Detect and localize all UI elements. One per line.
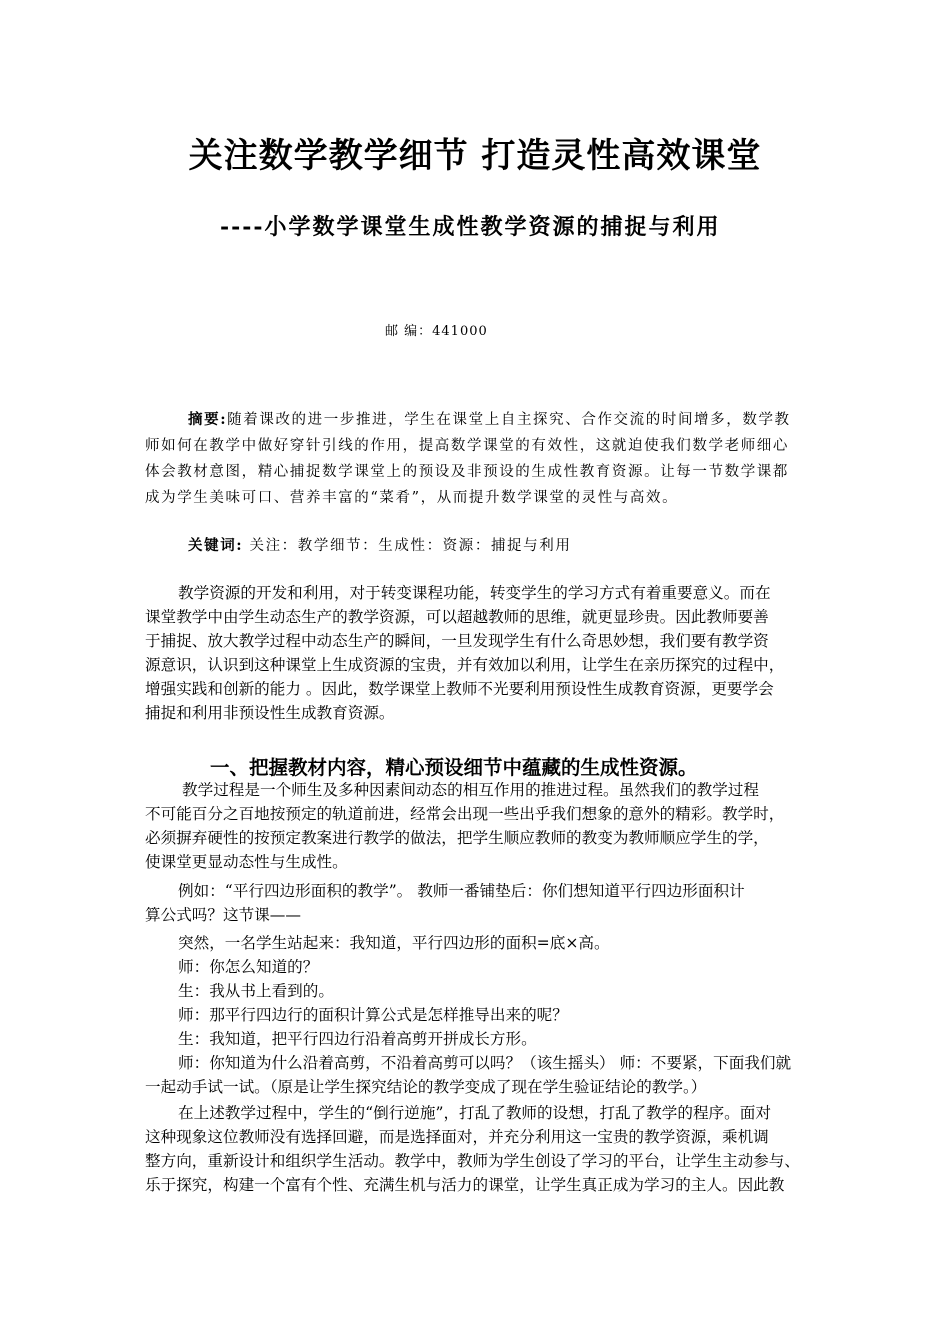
section-line: 生：我从书上看到的。 — [178, 982, 334, 1000]
section-line: 在上述教学过程中，学生的“倒行逆施”，打乱了教师的设想，打乱了教学的程序。面对 — [178, 1104, 771, 1122]
section-line: 算公式吗？这节课—— — [145, 906, 301, 924]
document-subtitle: ----小学数学课堂生成性教学资源的捕捉与利用 — [220, 214, 721, 240]
section-line: 这种现象这位教师没有选择回避，而是选择面对，并充分利用这一宝贵的教学资源，乘机调 — [145, 1128, 769, 1146]
section-line: 整方向，重新设计和组织学生活动。教学中，教师为学生创设了学习的平台，让学生主动参与、 — [145, 1152, 800, 1170]
postcode: 邮 编：441000 — [385, 324, 488, 339]
abstract-label: 摘要: — [188, 411, 228, 428]
section-line: 使课堂更显动态性与生成性。 — [145, 853, 348, 871]
keywords-label: 关键词: — [188, 537, 244, 554]
abstract-line: 摘要:随着课改的进一步推进，学生在课堂上自主探究、合作交流的时间增多，数学教 — [188, 411, 791, 428]
abstract-line: 成为学生美味可口、营养丰富的“菜肴”，从而提升数学课堂的灵性与高效。 — [145, 490, 679, 506]
section-line: 不可能百分之百地按预定的轨道前进，经常会出现一些出乎我们想象的意外的精彩。教学时， — [145, 805, 785, 823]
section-line: 教学过程是一个师生及多种因素间动态的相互作用的推进过程。虽然我们的教学过程 — [182, 781, 759, 799]
intro-line: 捕捉和利用非预设性生成教育资源。 — [145, 704, 395, 722]
abstract-line: 体会教材意图，精心捕捉数学课堂上的预设及非预设的生成性教育资源。让每一节数学课都 — [145, 464, 789, 480]
intro-line: 于捕捉、放大教学过程中动态生产的瞬间，一旦发现学生有什么奇思妙想，我们要有教学资 — [145, 632, 769, 650]
section-line: 突然，一名学生站起来：我知道，平行四边形的面积=底×高。 — [178, 934, 610, 952]
intro-line: 增强实践和创新的能力 。因此，数学课堂上教师不光要利用预设性生成教育资源，更要学会 — [145, 680, 774, 698]
section-line: 生：我知道，把平行四边行沿着高剪开拼成长方形。 — [178, 1030, 537, 1048]
section-line: 师：你怎么知道的？ — [178, 958, 319, 976]
abstract-line: 师如何在教学中做好穿针引线的作用，提高数学课堂的有效性，这就迫使我们数学老师细心 — [145, 438, 789, 454]
section-line: 例如：“平行四边形面积的教学”。 教师一番铺垫后：你们想知道平行四边形面积计 — [178, 882, 745, 900]
section-line: 师：那平行四边行的面积计算公式是怎样推导出来的呢？ — [178, 1006, 568, 1024]
section-line: 师：你知道为什么沿着高剪，不沿着高剪可以吗？（该生摇头） 师：不要紧，下面我们就 — [178, 1054, 792, 1072]
keywords-line — [188, 533, 571, 559]
section-heading: 一、把握教材内容，精心预设细节中蕴藏的生成性资源。 — [210, 756, 698, 779]
section-line: 乐于探究，构建一个富有个性、充满生机与活力的课堂，让学生真正成为学习的主人。因此教 — [145, 1176, 785, 1194]
intro-line: 教学资源的开发和利用，对于转变课程功能，转变学生的学习方式有着重要意义。而在 — [178, 584, 771, 602]
section-line: 一起动手试一试。（原是让学生探究结论的教学变成了现在学生验证结论的教学。） — [145, 1078, 707, 1096]
keywords-text: 关注：教学细节：生成性：资源：捕捉与利用 — [249, 538, 572, 554]
section-line: 必须摒弃硬性的按预定教案进行教学的做法，把学生顺应教师的教变为教师顺应学生的学， — [145, 829, 769, 847]
intro-line: 源意识，认识到这种课堂上生成资源的宝贵，并有效加以利用，让学生在亲历探究的过程中， — [145, 656, 785, 674]
document-title: 关注数学教学细节 打造灵性高效课堂 — [188, 136, 762, 176]
intro-line: 课堂教学中由学生动态生产的教学资源，可以超越教师的思维，就更显珍贵。因此教师要善 — [145, 608, 769, 626]
